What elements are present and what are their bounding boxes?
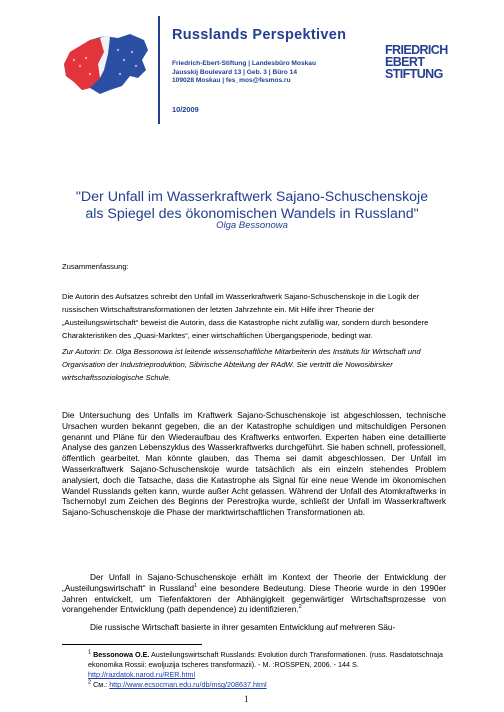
office-address [172, 60, 316, 86]
header-divider [158, 16, 160, 124]
fes-logo-line: EBERT [385, 55, 425, 69]
series-title: Russlands Perspektiven [172, 27, 347, 43]
fes-logo-line: STIFTUNG [385, 67, 443, 81]
title-line: als Spiegel des ökonomischen Wandels in Russland" [85, 206, 419, 222]
address-line: Jausskij Boulevard 13 | Geb. 3 | Büro 14 [172, 68, 297, 76]
footnotes [88, 650, 446, 690]
author-name: Olga Bessonowa [216, 220, 288, 231]
footnote-ref: 1 [194, 583, 198, 590]
title-line: "Der Unfall im Wasserkraftwerk Sajano-Schuschenskoje [75, 189, 429, 205]
issue-number: 10/2009 [172, 105, 199, 114]
footnote-link[interactable]: http://www.ecsocman.edu.ru/db/msg/208637.html [109, 680, 267, 689]
footnote-text: Austeilungswirtschaft Russlands: Evolution durch Transformationen. (russ. Rasdatotschnaja ekonomika Rossii: ewoljuzija tscheres transformazii). - M. :ROSSPEN, 2006. - 144 S. [88, 650, 444, 669]
fes-logo [385, 44, 447, 80]
footnote-author: Bessonowa O.E. [93, 650, 150, 659]
about-author: Zur Autorin: Dr. Olga Bessonowa ist leitende wissenschaftliche Mitarbeiterin des Instituts für Wirtschaft und Organisation der Industrieproduktion, Sibirische Abteilung der RAdW. Sie vertritt die Nowosibirsker wirtschaftssoziologische Schule. [62, 347, 421, 382]
summary-label: Zusammenfassung: [62, 262, 129, 271]
footnote-1 [88, 650, 446, 680]
footnote-divider [62, 644, 202, 645]
document-title [40, 189, 464, 223]
page-number: 1 [244, 694, 249, 704]
footnote-number: 2 [88, 679, 92, 686]
paragraph-text: Der Unfall in Sajano-Schuschenskoje erhält im Kontext der Theorie der Entwicklung der „Austeilungswirtschaft“ in Russland [62, 572, 446, 593]
footnote-2 [88, 680, 446, 690]
fes-logo-line: FRIEDRICH [385, 43, 448, 57]
body-paragraph [62, 572, 446, 615]
summary-text: Die Autorin des Aufsatzes schreibt den Unfall im Wasserkraftwerk Sajano-Schuschenskoje in die Logik der russischen Wirtschaftstransformationen der letzten Jahrzehnte ein. Mit Hilfe ihrer Theorie der „Austeilungswirtschaft“ beweist die Autorin, dass die Katastrophe nicht zufällig war, sondern durch besondere Charakteristiken des „Quasi-Marktes“, einer wirtschaftlichen Übergangsperiode, bedingt war. [62, 292, 429, 340]
footnote-ref: 2 [298, 604, 302, 611]
footnote-text: См.: [93, 680, 110, 689]
address-line: Friedrich-Ebert-Stiftung | Landesbüro Moskau [172, 60, 316, 67]
paragraph-text: eine besondere Bedeutung. Diese Theorie wurde in den 1990er Jahren entwickelt, um Tiefenfaktoren der Abhängigkeit gegenwärtiger Wirtschaftsprozesse von vorangehender Entwicklung (path dependence) zu identifizieren. [62, 582, 446, 615]
russia-map-logo [60, 30, 150, 98]
footnote-number: 1 [88, 649, 92, 656]
footnote-link[interactable]: http://razdatok.narod.ru/RER.html [88, 670, 196, 679]
address-line: 109028 Moskau | fes_mos@fesmos.ru [172, 77, 291, 85]
body-paragraph: Die Untersuchung des Unfalls im Kraftwerk Sajano-Schuschenskoje ist abgeschlossen, technische Ursachen wurden bekannt gegeben, die an der Katastrophe schuldigen und mitschuldigen Personen genannt und Pläne für den Wiederaufbau des Kraftwerks entworfen. Experten haben eine detaillierte Analyse des ganzen Lebenszyklus des Wasserkraftwerks durchgeführt. Sie haben schnell, professionell, öffentlich gearbeitet. Man könnte glauben, das Thema sei damit abgeschlossen. Der Unfall im Wasserkraftwerk Sajano-Schuschenskoje wurde tatsächlich als ein einzeln stehendes Problem analysiert, doch die Tatsache, dass die Katastrophe als Signal für eine neue Wende im ökonomischen Wandel Russlands gelten kann, wurde außer Acht gelassen. Während der Unfall des Atomkraftwerks in Tschernobyl zum Zeichen des Beginns der Perestrojka wurde, schließt der Unfall im Wasserkraftwerk Sajano-Schuschenskoje die Phase der marktwirtschaftlichen Transformationen ab. [62, 410, 446, 518]
body-paragraph: Die russische Wirtschaft basierte in ihrer gesamten Entwicklung auf mehreren Säu- [90, 622, 396, 632]
